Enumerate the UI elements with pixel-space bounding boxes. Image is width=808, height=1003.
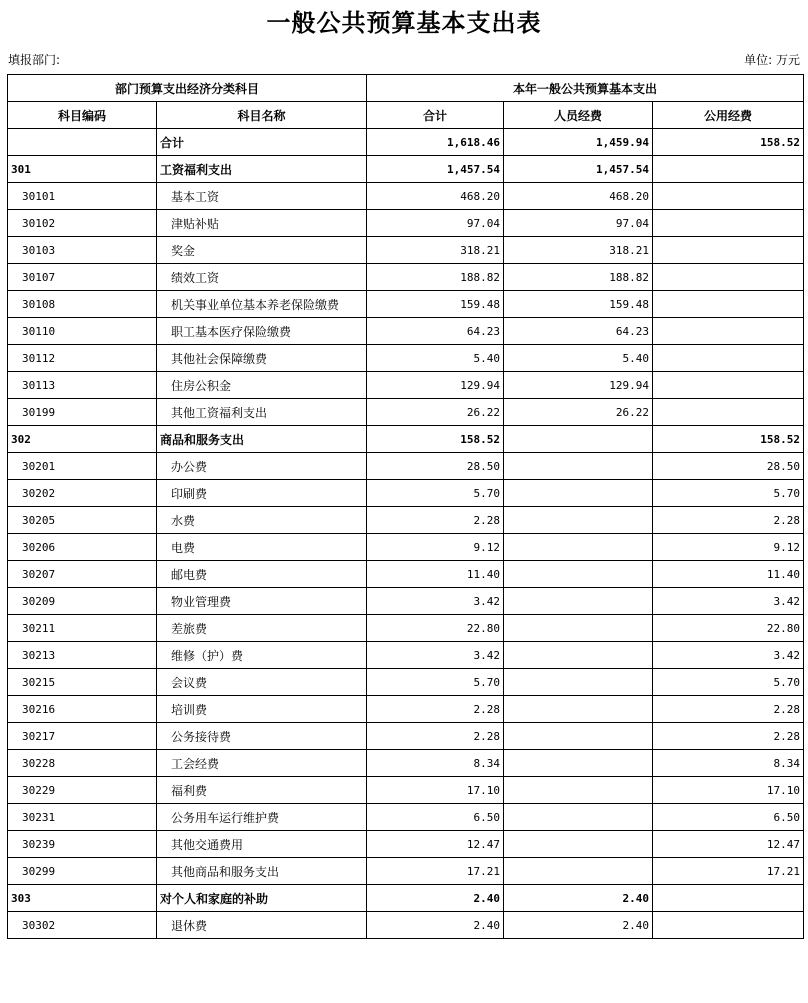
cell-public: 2.28 <box>653 507 804 534</box>
cell-public <box>653 264 804 291</box>
table-row <box>8 696 804 723</box>
cell-total: 12.47 <box>367 831 504 858</box>
cell-code: 30206 <box>8 534 157 561</box>
cell-code: 30299 <box>8 858 157 885</box>
table-body <box>8 129 804 939</box>
cell-personnel <box>504 453 653 480</box>
header-group-classification: 部门预算支出经济分类科目 <box>8 75 367 102</box>
cell-code: 30113 <box>8 372 157 399</box>
header-total: 合计 <box>367 102 504 129</box>
cell-public: 28.50 <box>653 453 804 480</box>
cell-code: 30209 <box>8 588 157 615</box>
cell-personnel <box>504 561 653 588</box>
cell-code: 30107 <box>8 264 157 291</box>
cell-code: 30217 <box>8 723 157 750</box>
category-row <box>8 426 804 453</box>
category-row <box>8 885 804 912</box>
cell-code: 30108 <box>8 291 157 318</box>
cell-name: 机关事业单位基本养老保险缴费 <box>157 291 367 318</box>
cell-name: 商品和服务支出 <box>157 426 367 453</box>
budget-table <box>7 74 804 939</box>
cell-name: 维修（护）费 <box>157 642 367 669</box>
table-row <box>8 318 804 345</box>
cell-code: 30101 <box>8 183 157 210</box>
cell-code: 30239 <box>8 831 157 858</box>
cell-name: 其他社会保障缴费 <box>157 345 367 372</box>
cell-code: 302 <box>8 426 157 453</box>
table-row <box>8 669 804 696</box>
cell-personnel: 5.40 <box>504 345 653 372</box>
cell-code: 30302 <box>8 912 157 939</box>
cell-personnel: 129.94 <box>504 372 653 399</box>
cell-public: 8.34 <box>653 750 804 777</box>
cell-total: 11.40 <box>367 561 504 588</box>
table-row <box>8 642 804 669</box>
table-row <box>8 372 804 399</box>
cell-name: 合计 <box>157 129 367 156</box>
table-row <box>8 561 804 588</box>
cell-personnel <box>504 777 653 804</box>
cell-public: 11.40 <box>653 561 804 588</box>
cell-total: 2.28 <box>367 507 504 534</box>
cell-total: 468.20 <box>367 183 504 210</box>
header-code: 科目编码 <box>8 102 157 129</box>
cell-public <box>653 372 804 399</box>
cell-personnel: 159.48 <box>504 291 653 318</box>
header-group-row <box>8 75 804 102</box>
cell-public <box>653 210 804 237</box>
page-title: 一般公共预算基本支出表 <box>266 8 542 37</box>
cell-personnel: 26.22 <box>504 399 653 426</box>
cell-personnel: 188.82 <box>504 264 653 291</box>
cell-personnel <box>504 669 653 696</box>
cell-code: 30211 <box>8 615 157 642</box>
cell-personnel <box>504 615 653 642</box>
cell-public: 2.28 <box>653 723 804 750</box>
cell-code: 30201 <box>8 453 157 480</box>
cell-name: 会议费 <box>157 669 367 696</box>
table-row <box>8 858 804 885</box>
header-personnel: 人员经费 <box>504 102 653 129</box>
cell-name: 差旅费 <box>157 615 367 642</box>
cell-name: 印刷费 <box>157 480 367 507</box>
table-row <box>8 723 804 750</box>
total-row <box>8 129 804 156</box>
cell-personnel <box>504 642 653 669</box>
cell-total: 1,618.46 <box>367 129 504 156</box>
cell-code: 303 <box>8 885 157 912</box>
table-row <box>8 750 804 777</box>
cell-name: 公务接待费 <box>157 723 367 750</box>
cell-personnel: 1,457.54 <box>504 156 653 183</box>
cell-total: 28.50 <box>367 453 504 480</box>
cell-total: 97.04 <box>367 210 504 237</box>
cell-total: 188.82 <box>367 264 504 291</box>
table-row <box>8 183 804 210</box>
cell-public: 9.12 <box>653 534 804 561</box>
cell-total: 3.42 <box>367 588 504 615</box>
cell-public: 158.52 <box>653 129 804 156</box>
table-row <box>8 453 804 480</box>
header-column-row <box>8 102 804 129</box>
cell-code: 30202 <box>8 480 157 507</box>
cell-public: 6.50 <box>653 804 804 831</box>
cell-public: 5.70 <box>653 669 804 696</box>
cell-personnel: 2.40 <box>504 885 653 912</box>
cell-public: 12.47 <box>653 831 804 858</box>
cell-total: 22.80 <box>367 615 504 642</box>
cell-name: 津贴补贴 <box>157 210 367 237</box>
cell-personnel <box>504 723 653 750</box>
cell-code: 301 <box>8 156 157 183</box>
cell-name: 职工基本医疗保险缴费 <box>157 318 367 345</box>
cell-name: 对个人和家庭的补助 <box>157 885 367 912</box>
cell-personnel <box>504 426 653 453</box>
cell-personnel <box>504 534 653 561</box>
cell-personnel: 468.20 <box>504 183 653 210</box>
cell-total: 9.12 <box>367 534 504 561</box>
cell-name: 培训费 <box>157 696 367 723</box>
cell-name: 福利费 <box>157 777 367 804</box>
cell-total: 5.40 <box>367 345 504 372</box>
cell-personnel: 318.21 <box>504 237 653 264</box>
cell-name: 其他交通费用 <box>157 831 367 858</box>
cell-total: 64.23 <box>367 318 504 345</box>
cell-personnel: 97.04 <box>504 210 653 237</box>
cell-name: 工资福利支出 <box>157 156 367 183</box>
table-row <box>8 831 804 858</box>
table-row <box>8 345 804 372</box>
cell-personnel <box>504 750 653 777</box>
table-row <box>8 399 804 426</box>
cell-name: 工会经费 <box>157 750 367 777</box>
cell-public <box>653 237 804 264</box>
cell-code: 30199 <box>8 399 157 426</box>
cell-total: 2.28 <box>367 723 504 750</box>
table-row <box>8 912 804 939</box>
cell-personnel <box>504 831 653 858</box>
cell-name: 公务用车运行维护费 <box>157 804 367 831</box>
cell-total: 26.22 <box>367 399 504 426</box>
cell-total: 17.10 <box>367 777 504 804</box>
cell-code: 30205 <box>8 507 157 534</box>
cell-code: 30112 <box>8 345 157 372</box>
cell-name: 邮电费 <box>157 561 367 588</box>
table-row <box>8 804 804 831</box>
cell-personnel <box>504 588 653 615</box>
table-row <box>8 534 804 561</box>
cell-name: 住房公积金 <box>157 372 367 399</box>
cell-code: 30215 <box>8 669 157 696</box>
cell-total: 2.40 <box>367 885 504 912</box>
cell-code: 30103 <box>8 237 157 264</box>
cell-public <box>653 291 804 318</box>
header-public: 公用经费 <box>653 102 804 129</box>
cell-total: 2.40 <box>367 912 504 939</box>
cell-public: 17.21 <box>653 858 804 885</box>
table-row <box>8 237 804 264</box>
cell-public <box>653 912 804 939</box>
cell-public: 5.70 <box>653 480 804 507</box>
cell-code: 30207 <box>8 561 157 588</box>
reporting-department-label: 填报部门: <box>8 53 61 67</box>
cell-code: 30216 <box>8 696 157 723</box>
cell-total: 129.94 <box>367 372 504 399</box>
cell-total: 158.52 <box>367 426 504 453</box>
cell-public: 22.80 <box>653 615 804 642</box>
cell-personnel <box>504 507 653 534</box>
table-row <box>8 507 804 534</box>
cell-public: 3.42 <box>653 642 804 669</box>
cell-total: 2.28 <box>367 696 504 723</box>
cell-personnel: 2.40 <box>504 912 653 939</box>
cell-code: 30110 <box>8 318 157 345</box>
cell-public <box>653 345 804 372</box>
cell-public <box>653 885 804 912</box>
cell-public: 2.28 <box>653 696 804 723</box>
cell-code: 30231 <box>8 804 157 831</box>
cell-name: 绩效工资 <box>157 264 367 291</box>
cell-total: 318.21 <box>367 237 504 264</box>
cell-total: 5.70 <box>367 480 504 507</box>
cell-name: 退休费 <box>157 912 367 939</box>
cell-total: 159.48 <box>367 291 504 318</box>
cell-public: 17.10 <box>653 777 804 804</box>
table-row <box>8 264 804 291</box>
cell-total: 1,457.54 <box>367 156 504 183</box>
cell-name: 办公费 <box>157 453 367 480</box>
cell-personnel <box>504 480 653 507</box>
cell-name: 基本工资 <box>157 183 367 210</box>
table-row <box>8 480 804 507</box>
cell-personnel: 1,459.94 <box>504 129 653 156</box>
cell-total: 5.70 <box>367 669 504 696</box>
cell-personnel <box>504 696 653 723</box>
table-row <box>8 291 804 318</box>
cell-name: 电费 <box>157 534 367 561</box>
cell-name: 水费 <box>157 507 367 534</box>
unit-label: 单位: 万元 <box>744 53 800 67</box>
cell-public <box>653 318 804 345</box>
cell-code: 30229 <box>8 777 157 804</box>
cell-code: 30228 <box>8 750 157 777</box>
table-row <box>8 588 804 615</box>
cell-personnel: 64.23 <box>504 318 653 345</box>
cell-personnel <box>504 804 653 831</box>
cell-name: 奖金 <box>157 237 367 264</box>
cell-total: 17.21 <box>367 858 504 885</box>
cell-personnel <box>504 858 653 885</box>
header-name: 科目名称 <box>157 102 367 129</box>
cell-total: 6.50 <box>367 804 504 831</box>
cell-public: 158.52 <box>653 426 804 453</box>
cell-public <box>653 399 804 426</box>
category-row <box>8 156 804 183</box>
cell-code <box>8 129 157 156</box>
header-group-basic-expenditure: 本年一般公共预算基本支出 <box>367 75 804 102</box>
cell-code: 30102 <box>8 210 157 237</box>
cell-public <box>653 156 804 183</box>
cell-name: 其他工资福利支出 <box>157 399 367 426</box>
cell-name: 其他商品和服务支出 <box>157 858 367 885</box>
table-row <box>8 615 804 642</box>
cell-code: 30213 <box>8 642 157 669</box>
cell-name: 物业管理费 <box>157 588 367 615</box>
cell-total: 3.42 <box>367 642 504 669</box>
table-row <box>8 777 804 804</box>
cell-total: 8.34 <box>367 750 504 777</box>
cell-public: 3.42 <box>653 588 804 615</box>
cell-public <box>653 183 804 210</box>
table-row <box>8 210 804 237</box>
